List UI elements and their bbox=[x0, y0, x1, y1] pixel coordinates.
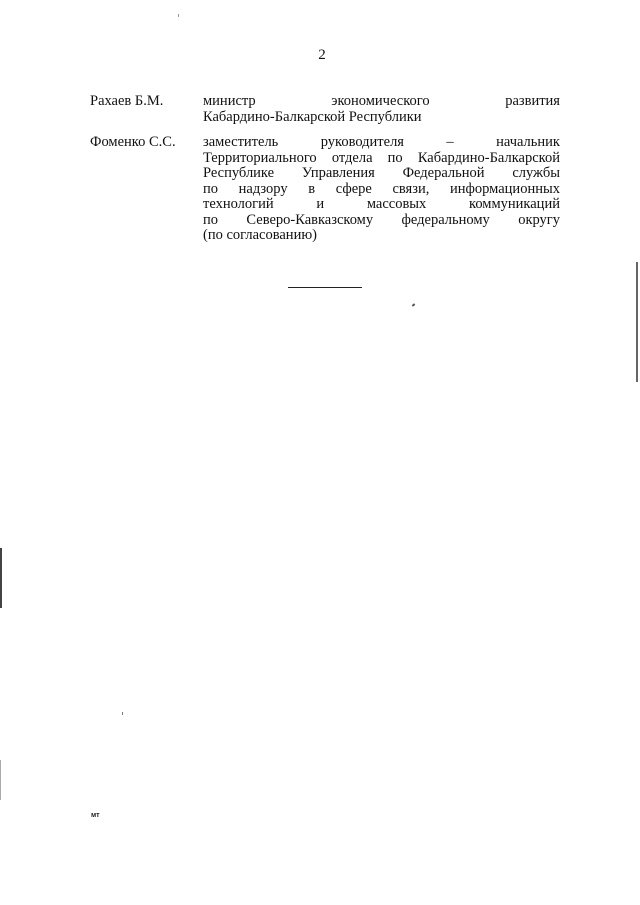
position-word: отдела bbox=[331, 149, 373, 166]
member-name: Фоменко С.С. bbox=[90, 134, 176, 150]
position-line bbox=[203, 165, 560, 181]
position-word: заместитель bbox=[203, 134, 279, 150]
position-word: сфере bbox=[335, 180, 372, 197]
scan-dot bbox=[412, 303, 416, 306]
position-line bbox=[203, 196, 560, 212]
scan-edge-mark bbox=[0, 548, 2, 608]
position-word: экономического bbox=[331, 93, 430, 109]
position-word: Управления bbox=[301, 165, 375, 181]
position-word: Республике bbox=[203, 165, 275, 181]
position-word: Кабардино-Балкарской bbox=[417, 149, 560, 166]
position-word: Территориального bbox=[203, 149, 317, 166]
position-word: (по согласованию) bbox=[203, 227, 317, 243]
page-number: 2 bbox=[318, 47, 326, 63]
position-line bbox=[203, 150, 560, 166]
member-name: Рахаев Б.М. bbox=[90, 93, 164, 109]
position-word: надзору bbox=[238, 180, 288, 197]
position-word: в bbox=[308, 180, 316, 197]
position-word: по bbox=[387, 149, 403, 166]
position-word: Кабардино-Балкарской Республики bbox=[203, 108, 422, 125]
member-position bbox=[203, 134, 560, 243]
position-word: начальник bbox=[496, 134, 560, 150]
footer-initials-mark: мт bbox=[91, 812, 100, 819]
position-word: руководителя bbox=[320, 134, 404, 150]
position-line bbox=[203, 212, 560, 228]
position-word: федеральному bbox=[401, 211, 490, 228]
member-position bbox=[203, 93, 560, 124]
position-line bbox=[203, 227, 560, 243]
position-word: технологий bbox=[203, 196, 274, 212]
position-word: Федеральной bbox=[402, 165, 485, 181]
scan-dot bbox=[178, 14, 179, 17]
position-word: массовых bbox=[366, 196, 427, 212]
closing-separator-line bbox=[288, 287, 362, 288]
position-word: коммуникаций bbox=[469, 196, 560, 212]
scan-edge-mark bbox=[636, 262, 638, 382]
position-line bbox=[203, 93, 560, 109]
scan-dot bbox=[122, 712, 123, 715]
position-word: по bbox=[203, 211, 219, 228]
position-line bbox=[203, 181, 560, 197]
position-word: министр bbox=[203, 93, 256, 109]
position-line bbox=[203, 134, 560, 150]
position-word: – bbox=[446, 134, 454, 150]
position-word: округу bbox=[518, 211, 560, 228]
position-word: по bbox=[203, 180, 219, 197]
position-word: информационных bbox=[449, 180, 560, 197]
position-line bbox=[203, 109, 560, 125]
scan-edge-mark bbox=[0, 760, 1, 800]
position-word: связи, bbox=[392, 180, 430, 197]
position-word: службы bbox=[512, 165, 560, 181]
position-word: и bbox=[316, 196, 325, 212]
position-word: развития bbox=[505, 93, 560, 109]
position-word: Северо-Кавказскому bbox=[246, 211, 374, 228]
